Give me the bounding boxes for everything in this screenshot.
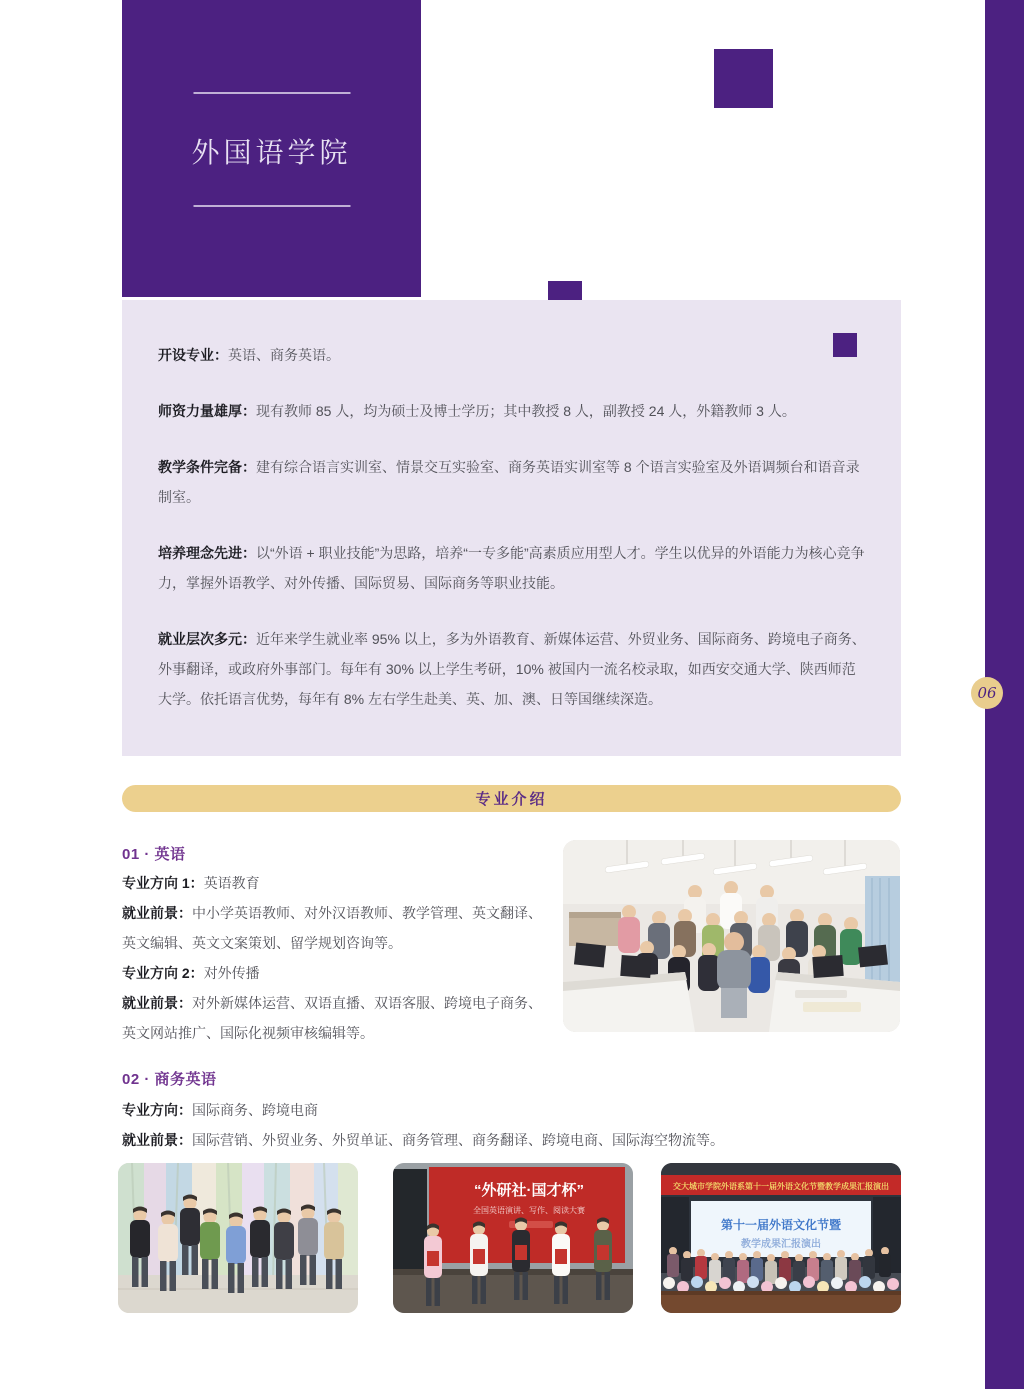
row-label: 专业方向 1： (122, 875, 204, 891)
page-title: 外国语学院 (191, 137, 352, 168)
college-intro-panel (122, 300, 901, 756)
row-label: 专业方向 2： (122, 965, 204, 981)
row-text: 对外传播 (203, 965, 260, 981)
major-row (122, 988, 546, 1048)
photo-competition-award (393, 1163, 633, 1313)
competition-subtitle: 全国英语演讲、写作、阅读大赛 (473, 1206, 585, 1215)
intro-paragraph (158, 340, 867, 370)
row-text: 英语教育 (203, 875, 260, 891)
festival-screen-line1: 第十一届外语文化节暨 (720, 1218, 842, 1232)
intro-label: 师资力量雄厚： (158, 403, 256, 419)
row-label: 就业前景： (122, 905, 192, 921)
major-2-heading: 02 · 商务英语 (122, 1071, 217, 1088)
intro-paragraph (158, 452, 867, 512)
intro-label: 就业层次多元： (158, 631, 256, 647)
major-row (122, 898, 546, 958)
row-label: 专业方向： (122, 1102, 192, 1118)
row-text: 对外新媒体运营、双语直播、双语客服、跨境电子商务、英文网站推广、国际化视频审核编辑等。 (122, 995, 542, 1041)
row-label: 就业前景： (122, 995, 192, 1011)
row-text: 中小学英语教师、对外汉语教师、教学管理、英文翻译、英文编辑、英文文案策划、留学规划咨询等。 (122, 905, 542, 951)
major-row (122, 868, 546, 898)
intro-paragraph (158, 624, 867, 714)
page-number-badge: 06 (971, 677, 1003, 709)
decor-square-tiny (833, 333, 857, 357)
intro-paragraph (158, 538, 867, 598)
row-label: 就业前景： (122, 1132, 192, 1148)
photo-classroom-group (563, 840, 900, 1032)
major-row (122, 1125, 912, 1155)
intro-text: 近年来学生就业率 95% 以上，多为外语教育、新媒体运营、外贸业务、国际商务、跨境电子商务、外事翻译，或政府外事部门。每年有 30% 以上学生考研，10% 被国内一流名校录取，如西安交通大学、陕西师范大学。依托语言优势，每年有 8% 左右学生赴美、英、加、澳、日等国继续深造。 (158, 631, 866, 707)
intro-text: 建有综合语言实训室、情景交互实验室、商务英语实训室等 8 个语言实验室及外语调频台和语音录制室。 (158, 459, 860, 505)
photo-mural-group (118, 1163, 358, 1313)
row-text: 国际营销、外贸业务、外贸单证、商务管理、商务翻译、跨境电商、国际海空物流等。 (192, 1132, 724, 1148)
intro-text: 现有教师 85 人，均为硕士及博士学历；其中教授 8 人，副教授 24 人，外籍教师 3 人。 (256, 403, 796, 419)
intro-label: 教学条件完备： (158, 459, 256, 475)
decor-square-medium (714, 49, 773, 108)
festival-screen-line2: 教学成果汇报演出 (741, 1239, 821, 1250)
intro-text: 英语、商务英语。 (228, 347, 340, 363)
festival-banner: 交大城市学院外语系第十一届外语文化节暨教学成果汇报演出 (673, 1182, 889, 1191)
photo-festival-stage (661, 1163, 901, 1313)
college-header-block (122, 0, 421, 297)
intro-paragraph (158, 396, 867, 426)
major-2-details (122, 1095, 912, 1155)
intro-label: 培养理念先进： (158, 545, 256, 561)
section-header-majors: 专业介绍 (122, 785, 901, 812)
intro-text: 以“外语 + 职业技能”为思路，培养“一专多能”高素质应用型人才。学生以优异的外语能力为核心竞争力，掌握外语教学、对外传播、国际贸易、国际商务等职业技能。 (158, 545, 865, 591)
major-1-details (122, 868, 546, 1048)
major-row (122, 1095, 912, 1125)
major-row (122, 958, 546, 988)
title-divider-bottom (193, 205, 350, 207)
title-divider-top (193, 92, 350, 94)
intro-label: 开设专业： (158, 347, 228, 363)
competition-title: “外研社·国才杯” (474, 1182, 584, 1199)
major-1-heading: 01 · 英语 (122, 846, 186, 863)
row-text: 国际商务、跨境电商 (192, 1102, 318, 1118)
